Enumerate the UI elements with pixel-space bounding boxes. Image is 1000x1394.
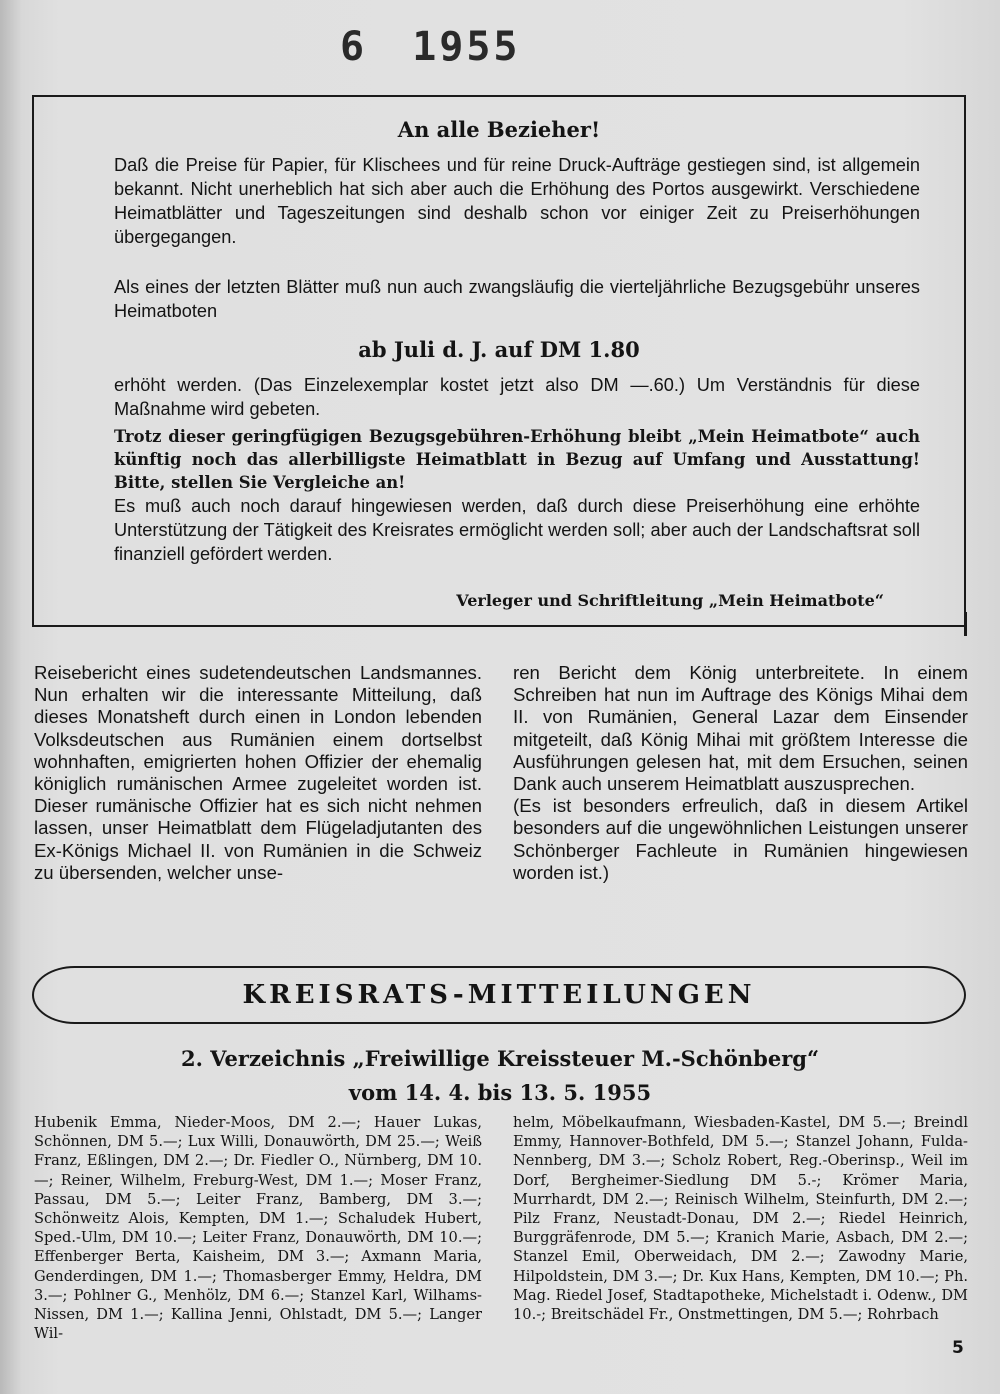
- notice-signature: Verleger und Schriftleitung „Mein Heimatbote“: [456, 591, 884, 610]
- section-banner-title: KREISRATS-MITTEILUNGEN: [242, 980, 756, 1010]
- subscriber-notice-box: [32, 95, 966, 627]
- article-right-text: ren Bericht dem König unterbreitete. In einem Schreiben hat nun im Auftrage des Königs Mihai dem II. von Rumänien, General Lazar dem Einsender mitgeteilt, daß König Mihai mit größtem Interesse die Ausführungen gelesen hat, mit dem Ersuchen, seinen Dank auch unserem Heimatblatt auszusprechen.: [513, 662, 968, 795]
- donor-list-right: helm, Möbelkaufmann, Wiesbaden-Kastel, DM 5.—; Breindl Emmy, Hannover-Bothfeld, DM 5.—; Stanzel Johann, Fulda-Nennberg, DM 3.—; Scholz Robert, Reg.-Oberinsp., Weil im Dorf, Bergheimer-Siedlung DM 5.-; Krömer Maria, Murrhardt, DM 2.—; Reinisch Wilhelm, Steinfurth, DM 2.—; Pilz Franz, Neustadt-Donau, DM 2.—; Riedel Heinrich, Burggräfenrode, DM 5.—; Kranich Marie, Asbach, DM 2.—; Stanzel Emil, Oberweidach, DM 2.—; Zawodny Marie, Hilpoldstein, DM 3.—; Dr. Kux Hans, Kempten, DM 10.—; Ph. Mag. Riedel Josef, Stadtapotheke, Michelstadt i. Odenw., DM 10.-; Breitschädel Fr., Onstmettingen, DM 5.—; Rohrbach: [513, 1114, 968, 1324]
- section-banner: [32, 966, 966, 1024]
- article-right-note: (Es ist besonders erfreulich, daß in diesem Artikel besonders auf die ungewöhnlichen Leistungen unserer Schönberger Fachleute in Rumänien hingewiesen worden ist.): [513, 795, 968, 883]
- issue-header: [340, 24, 521, 70]
- notice-paragraph: Daß die Preise für Papier, für Klischees und für reine Druck-Aufträge gestiegen sind, ist allgemein bekannt. Nicht unerheblich hat sich aber auch die Erhöhung des Portos ausgewirkt. Verschiedene Heimatblätter und Tageszeitungen sind deshalb schon vor einiger Zeit zu Preiserhöhungen übergegangen.: [114, 155, 920, 247]
- box-edge-mark: [964, 612, 967, 636]
- issue-number: 6: [340, 24, 368, 70]
- donor-list-left: Hubenik Emma, Nieder-Moos, DM 2.—; Hauer Lukas, Schönnen, DM 5.—; Lux Willi, Donauwörth, DM 25.—; Weiß Franz, Eßlingen, DM 2.—; Dr. Fiedler O., Nürnberg, DM 10.—; Reiner, Wilhelm, Freburg-West, DM 1.—; Moser Franz, Passau, DM 5.—; Leiter Franz, Bamberg, DM 3.—; Schönweitz Alois, Kempten, DM 1.—; Schaludek Hubert, Sped.-Ulm, DM 10.—; Leiter Franz, Donauwörth, DM 10.—; Effenberger Berta, Kaisheim, DM 3.—; Axmann Maria, Genderdingen, DM 1.—; Thomasberger Emmy, Heldra, DM 3.—; Pohlner G., Menhölz, DM 6.—; Stanzel Karl, Wilhams-Nissen, DM 1.—; Kallina Jenni, Ohlstadt, DM 5.—; Langer Wil-: [34, 1114, 482, 1343]
- notice-price-highlight: ab Juli d. J. auf DM 1.80: [358, 337, 640, 362]
- page-number: 5: [952, 1338, 964, 1358]
- article-left-column: Reisebericht eines sudetendeutschen Landsmannes. Nun erhalten wir die interessante Mitteilung, daß dieses Monatsheft durch einen in London lebenden Volksdeutschen aus Rumänien einem dortselbst wohnhaften, emigrierten hohen Offizier der ehemalig königlich rumänischen Armee zugeleitet worden ist. Dieser rumänische Offizier hat es sich nicht nehmen lassen, unser Heimatblatt dem Flügeladjutanten des Ex-Königs Michael II. von Rumänien in die Schweiz zu übersenden, welcher unse-: [34, 662, 482, 883]
- notice-paragraph: erhöht werden. (Das Einzelexemplar kostet jetzt also DM —.60.) Um Verständnis für diese Maßnahme wird gebeten.: [114, 375, 920, 419]
- issue-year: 1955: [412, 24, 521, 70]
- list-title: 2. Verzeichnis „Freiwillige Kreissteuer M.-Schönberg“: [180, 1046, 820, 1071]
- notice-title: An alle Bezieher!: [397, 117, 601, 142]
- notice-bold-paragraph: Trotz dieser geringfügigen Bezugsgebühren-Erhöhung bleibt „Mein Heimatbote“ auch künftig noch das allerbilligste Heimatblatt in Bezug auf Umfang und Ausstattung! Bitte, stellen Sie Vergleiche an!: [114, 427, 920, 492]
- article-right-column: [513, 662, 968, 884]
- list-date-range: vom 14. 4. bis 13. 5. 1955: [348, 1080, 652, 1105]
- notice-paragraph: Als eines der letzten Blätter muß nun auch zwangsläufig die vierteljährliche Bezugsgebühr unseres Heimatboten: [114, 277, 920, 321]
- notice-paragraph: Es muß auch noch darauf hingewiesen werden, daß durch diese Preiserhöhung eine erhöhte Unterstützung der Tätigkeit des Kreisrates ermöglicht werden soll; aber auch der Landschaftsrat soll finanziell gefördert werden.: [114, 496, 920, 564]
